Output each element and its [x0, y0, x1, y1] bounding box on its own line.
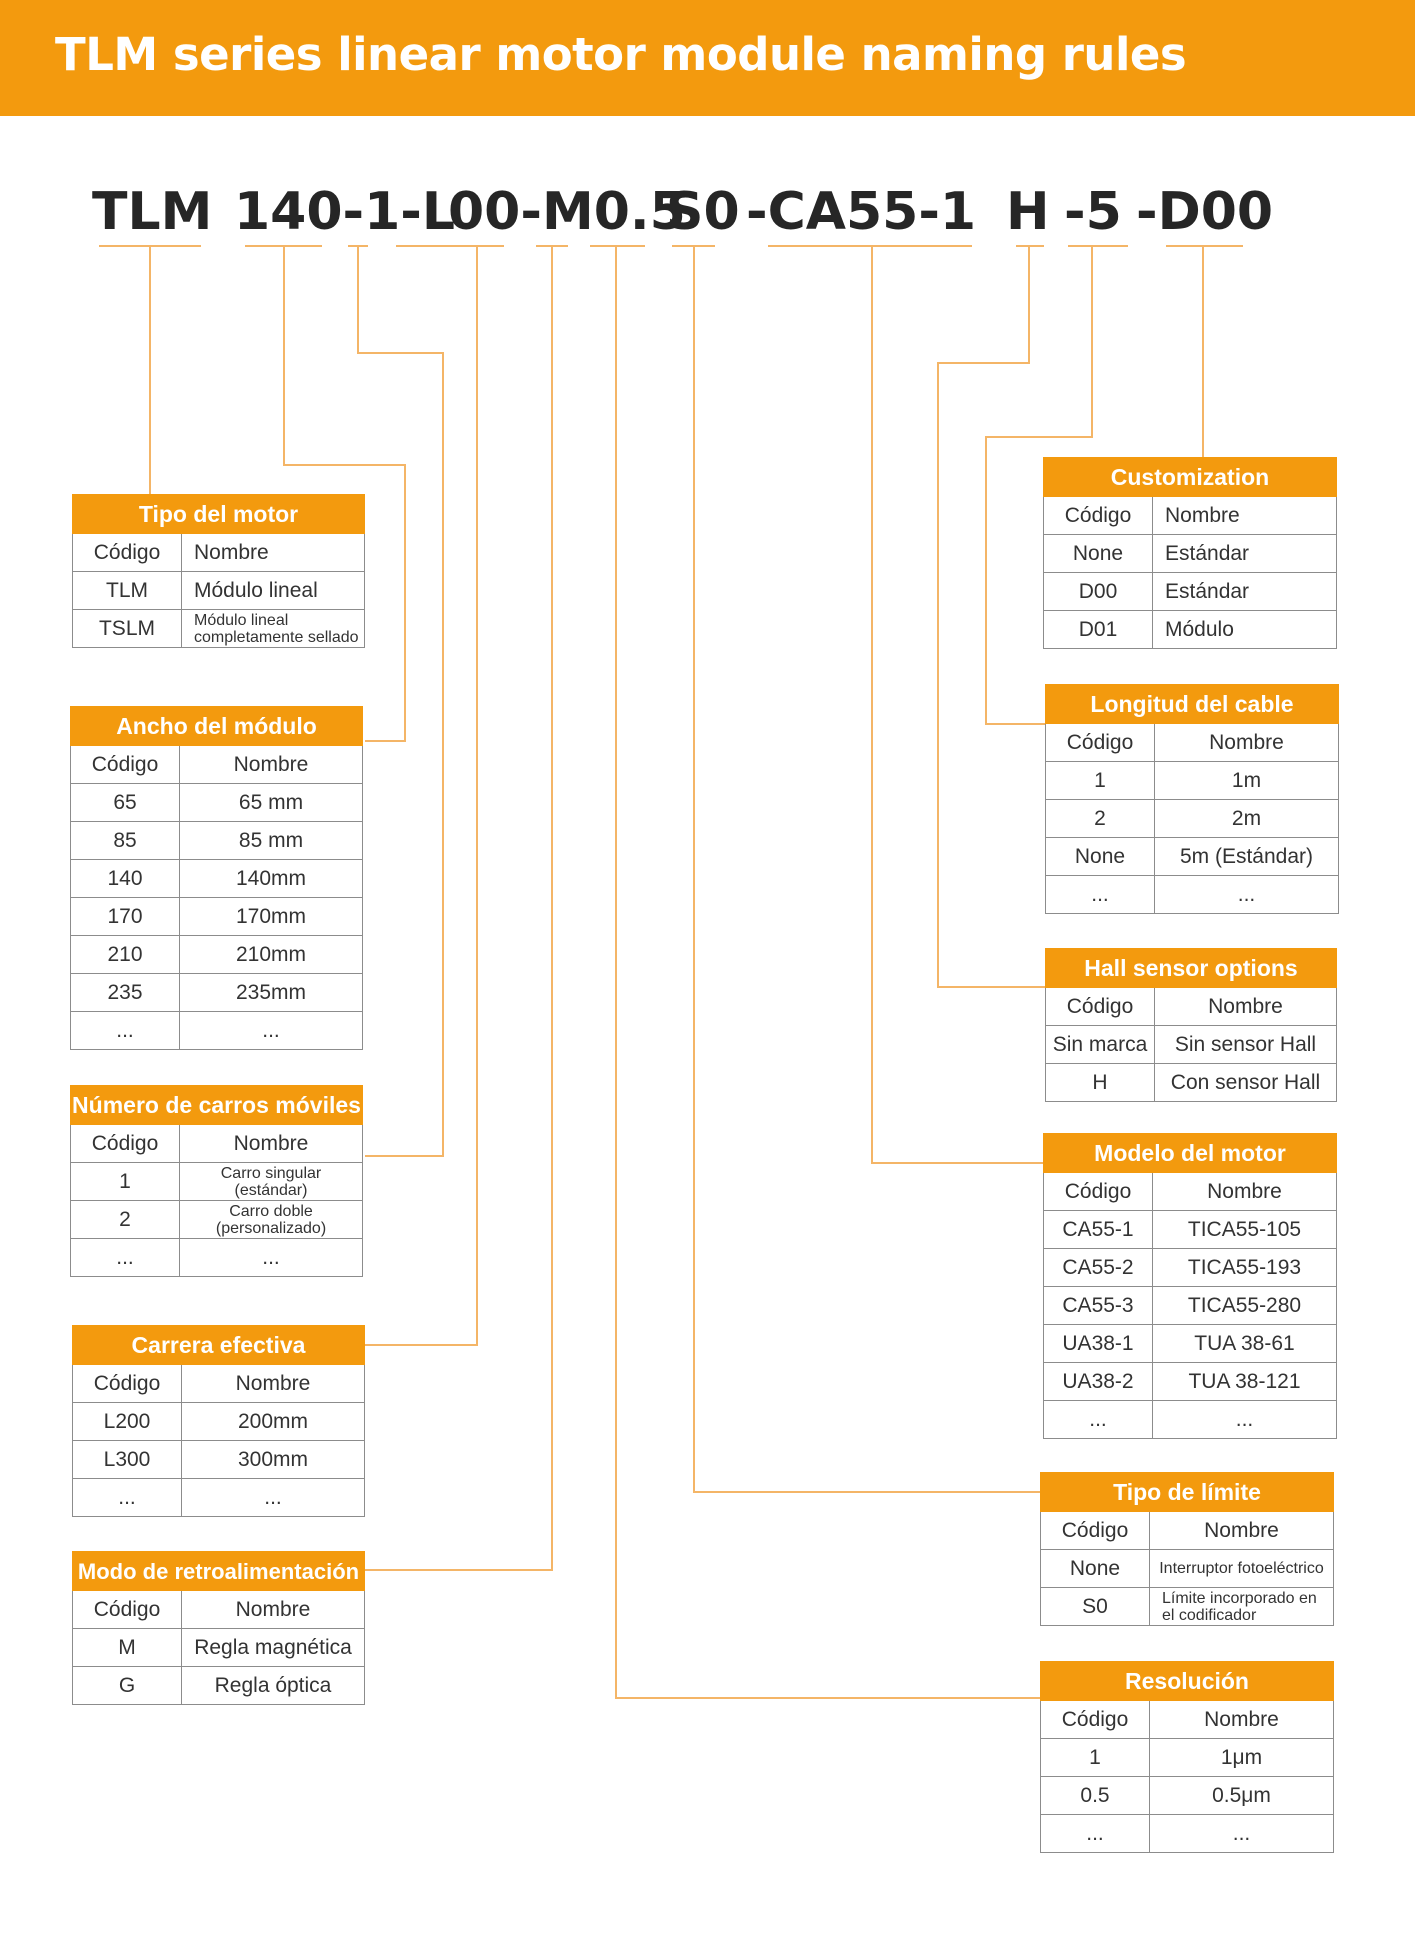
- page-title: TLM series linear motor module naming rules: [55, 28, 1187, 81]
- table-cable-length: [1045, 684, 1339, 914]
- header-name: Nombre: [182, 1591, 365, 1629]
- table-resolution: [1040, 1661, 1334, 1853]
- code-segment-width-carriages-stroke: 140-1-L: [234, 182, 456, 242]
- table-feedback: [72, 1551, 365, 1705]
- cell-code: D00: [1044, 573, 1153, 611]
- cell-name: Interruptor fotoeléctrico: [1150, 1550, 1334, 1588]
- cell-name: ...: [1150, 1815, 1334, 1853]
- table-title: Longitud del cable: [1046, 685, 1339, 724]
- cell-code: ...: [1041, 1815, 1150, 1853]
- cell-name: 300mm: [182, 1441, 365, 1479]
- cell-name: ...: [182, 1479, 365, 1517]
- header-name: Nombre: [182, 1365, 365, 1403]
- cell-name: ...: [180, 1012, 363, 1050]
- connector-motor-model: [872, 246, 1043, 1163]
- cell-code: None: [1046, 838, 1155, 876]
- connector-limit: [694, 246, 1040, 1492]
- cell-code: ...: [1044, 1401, 1153, 1439]
- table-title: Hall sensor options: [1046, 949, 1337, 988]
- cell-name: 2m: [1155, 800, 1339, 838]
- cell-name: Estándar: [1153, 535, 1337, 573]
- cell-name: 210mm: [180, 936, 363, 974]
- code-segment-customization: -D00: [1136, 182, 1274, 242]
- header-code: Código: [1046, 724, 1155, 762]
- header-code: Código: [1044, 497, 1153, 535]
- header-code: Código: [73, 1591, 182, 1629]
- connector-hall: [938, 246, 1045, 987]
- header-name: Nombre: [1155, 724, 1339, 762]
- cell-code: CA55-3: [1044, 1287, 1153, 1325]
- cell-code: Sin marca: [1046, 1026, 1155, 1064]
- cell-name: 200mm: [182, 1403, 365, 1441]
- cell-name: 5m (Estándar): [1155, 838, 1339, 876]
- cell-code: 1: [1041, 1739, 1150, 1777]
- cell-code: G: [73, 1667, 182, 1705]
- header-code: Código: [1041, 1512, 1150, 1550]
- header-code: Código: [71, 1125, 180, 1163]
- cell-code: 235: [71, 974, 180, 1012]
- header-code: Código: [1046, 988, 1155, 1026]
- cell-name: 1m: [1155, 762, 1339, 800]
- cell-name: Regla magnética: [182, 1629, 365, 1667]
- cell-code: TSLM: [73, 610, 182, 648]
- connector-stroke: [365, 246, 477, 1345]
- cell-name: Con sensor Hall: [1155, 1064, 1337, 1102]
- header-name: Nombre: [180, 1125, 363, 1163]
- cell-code: S0: [1041, 1588, 1150, 1626]
- cell-name: 235mm: [180, 974, 363, 1012]
- cell-code: ...: [71, 1239, 180, 1277]
- cell-name: 0.5μm: [1150, 1777, 1334, 1815]
- cell-name: Módulo lineal: [182, 572, 365, 610]
- header-name: Nombre: [1155, 988, 1337, 1026]
- header-code: Código: [1041, 1701, 1150, 1739]
- cell-code: L200: [73, 1403, 182, 1441]
- table-stroke: [72, 1325, 365, 1517]
- table-title: Modelo del motor: [1044, 1134, 1337, 1173]
- header-name: Nombre: [1150, 1512, 1334, 1550]
- cell-name: 140mm: [180, 860, 363, 898]
- cell-code: UA38-1: [1044, 1325, 1153, 1363]
- cell-code: L300: [73, 1441, 182, 1479]
- cell-code: TLM: [73, 572, 182, 610]
- code-segment-limit: S0: [666, 182, 740, 242]
- cell-name: 85 mm: [180, 822, 363, 860]
- cell-code: CA55-1: [1044, 1211, 1153, 1249]
- header-name: Nombre: [180, 746, 363, 784]
- cell-code: 210: [71, 936, 180, 974]
- cell-code: 2: [1046, 800, 1155, 838]
- table-limit-type: [1040, 1472, 1334, 1626]
- table-module-width: [70, 706, 363, 1050]
- connector-carriages: [358, 246, 443, 1156]
- cell-name: TICA55-105: [1153, 1211, 1337, 1249]
- cell-name: Estándar: [1153, 573, 1337, 611]
- cell-code: 85: [71, 822, 180, 860]
- cell-code: 0.5: [1041, 1777, 1150, 1815]
- header-name: Nombre: [182, 534, 365, 572]
- cell-name: TICA55-280: [1153, 1287, 1337, 1325]
- header-code: Código: [71, 746, 180, 784]
- cell-name: Módulo: [1153, 611, 1337, 649]
- cell-name: 170mm: [180, 898, 363, 936]
- cell-code: M: [73, 1629, 182, 1667]
- cell-code: ...: [1046, 876, 1155, 914]
- table-title: Carrera efectiva: [73, 1326, 365, 1365]
- header-code: Código: [73, 534, 182, 572]
- cell-name: TUA 38-61: [1153, 1325, 1337, 1363]
- table-title: Tipo del motor: [73, 495, 365, 534]
- code-segment-stroke-feedback-resolution: 00-M0.5: [448, 182, 686, 242]
- cell-code: 65: [71, 784, 180, 822]
- connector-feedback: [365, 246, 552, 1570]
- table-title: Tipo de límite: [1041, 1473, 1334, 1512]
- code-segment-motor-type: TLM: [92, 182, 213, 242]
- cell-code: ...: [71, 1012, 180, 1050]
- table-title: Customization: [1044, 458, 1337, 497]
- cell-name: Carro doble (personalizado): [180, 1201, 363, 1239]
- cell-name: Límite incorporado en el codificador: [1150, 1588, 1334, 1626]
- header-code: Código: [1044, 1173, 1153, 1211]
- cell-code: ...: [73, 1479, 182, 1517]
- header-code: Código: [73, 1365, 182, 1403]
- table-title: Modo de retroalimentación: [73, 1552, 365, 1591]
- cell-name: ...: [1153, 1401, 1337, 1439]
- cell-name: ...: [1155, 876, 1339, 914]
- cell-code: 1: [71, 1163, 180, 1201]
- cell-name: TUA 38-121: [1153, 1363, 1337, 1401]
- cell-code: CA55-2: [1044, 1249, 1153, 1287]
- cell-name: ...: [180, 1239, 363, 1277]
- cell-code: 1: [1046, 762, 1155, 800]
- cell-code: 2: [71, 1201, 180, 1239]
- table-title: Resolución: [1041, 1662, 1334, 1701]
- header-name: Nombre: [1153, 497, 1337, 535]
- cell-name: Sin sensor Hall: [1155, 1026, 1337, 1064]
- cell-code: 140: [71, 860, 180, 898]
- cell-name: Carro singular (estándar): [180, 1163, 363, 1201]
- cell-code: None: [1044, 535, 1153, 573]
- header-name: Nombre: [1150, 1701, 1334, 1739]
- table-motor-model: [1043, 1133, 1337, 1439]
- cell-code: None: [1041, 1550, 1150, 1588]
- cell-name: 1μm: [1150, 1739, 1334, 1777]
- table-carriages: [70, 1085, 363, 1277]
- table-title: Número de carros móviles: [71, 1086, 363, 1125]
- cell-code: H: [1046, 1064, 1155, 1102]
- table-motor-type: [72, 494, 365, 648]
- cell-name: Módulo lineal completamente sellado: [182, 610, 365, 648]
- connector-resolution: [616, 246, 1040, 1698]
- code-segment-hall: H: [1006, 182, 1050, 242]
- cell-name: Regla óptica: [182, 1667, 365, 1705]
- cell-name: 65 mm: [180, 784, 363, 822]
- table-title: Ancho del módulo: [71, 707, 363, 746]
- cell-code: 170: [71, 898, 180, 936]
- code-segment-cable: -5: [1064, 182, 1122, 242]
- code-segment-motor-model: -CA55-1: [746, 182, 977, 242]
- table-hall-sensor: [1045, 948, 1337, 1102]
- cell-code: UA38-2: [1044, 1363, 1153, 1401]
- cell-name: TICA55-193: [1153, 1249, 1337, 1287]
- table-customization: [1043, 457, 1337, 649]
- header-name: Nombre: [1153, 1173, 1337, 1211]
- cell-code: D01: [1044, 611, 1153, 649]
